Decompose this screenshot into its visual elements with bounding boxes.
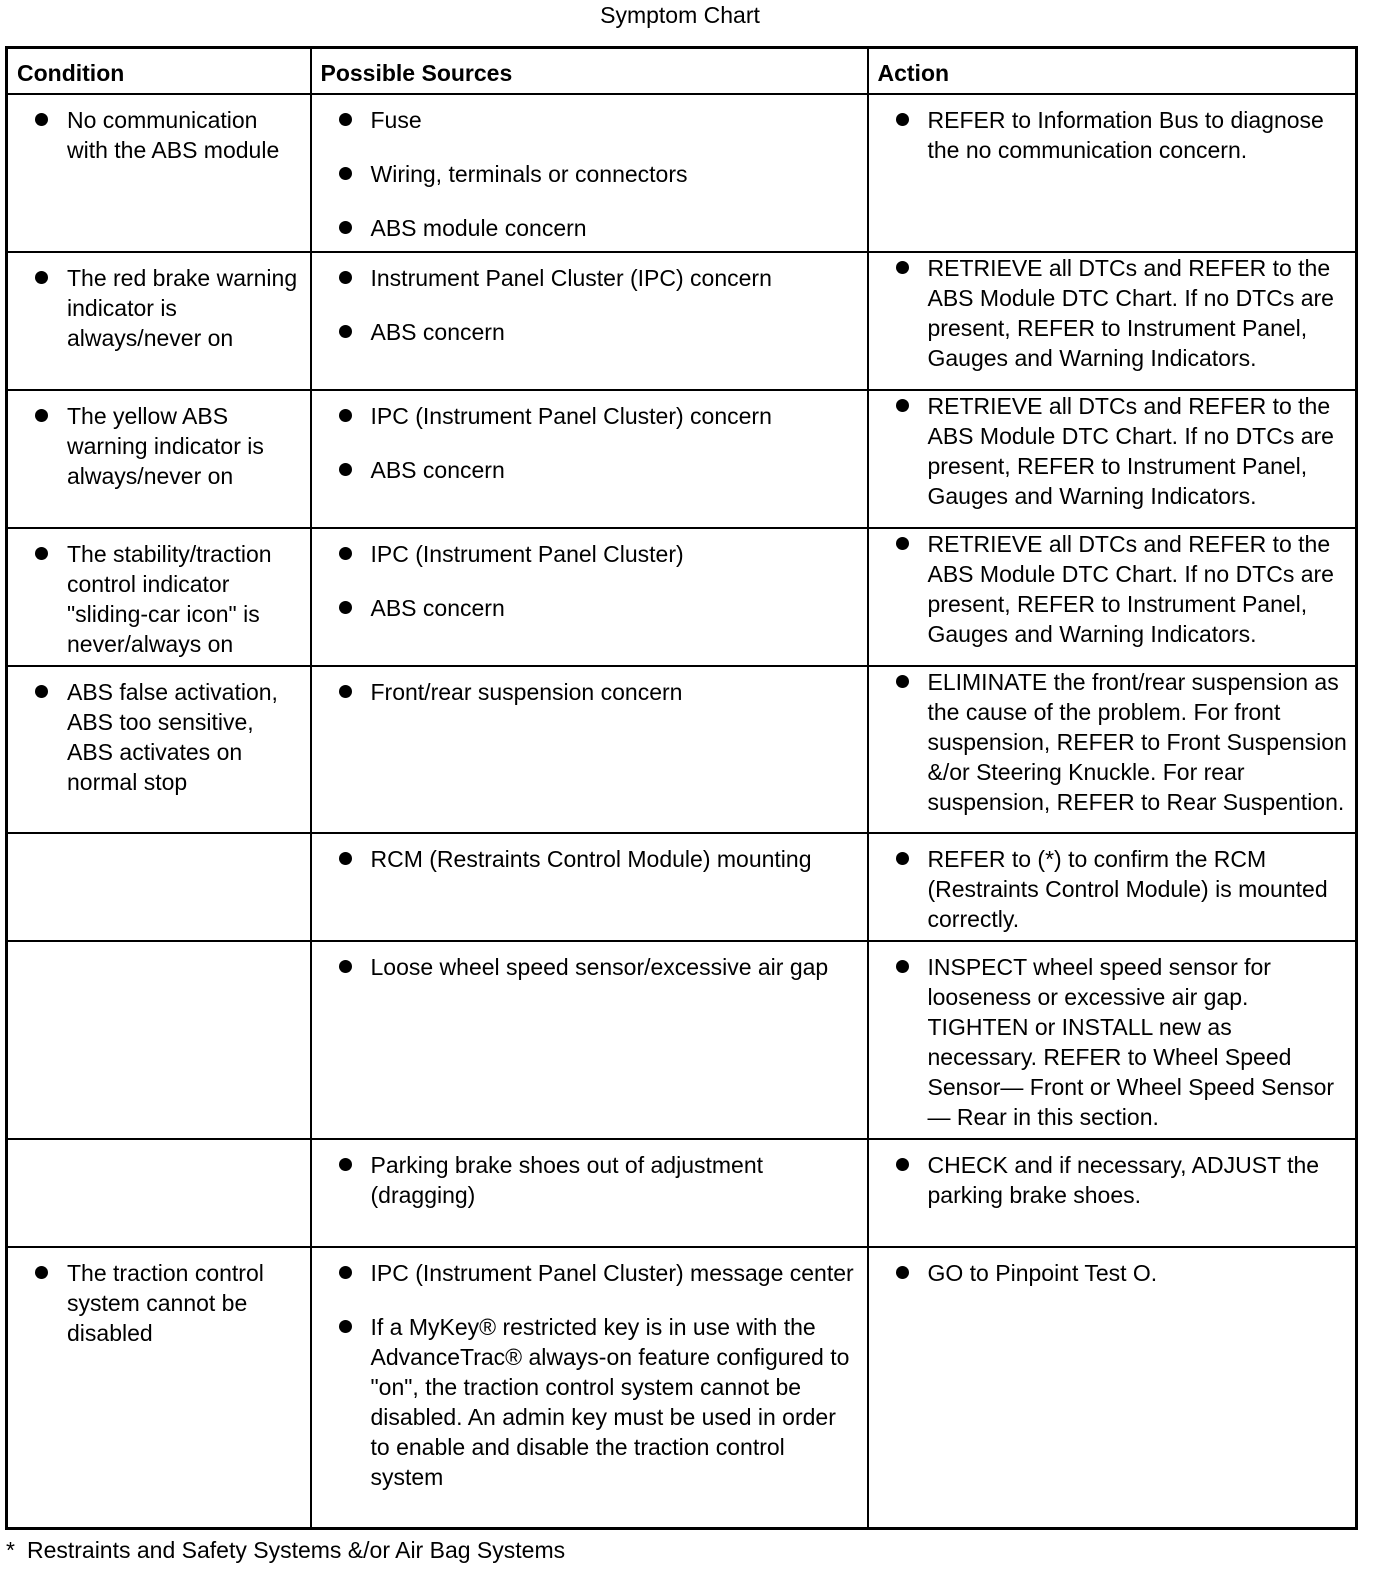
condition-text: The traction control system cannot be disabled bbox=[67, 1259, 264, 1346]
sources-cell bbox=[311, 1139, 868, 1247]
source-text: If a MyKey® restricted key is in use with the AdvanceTrac® always-on feature configured to "on", the traction control system cannot be disabled. An admin key must be used in order to enable and disable the traction control system bbox=[370, 1313, 850, 1490]
condition-cell bbox=[7, 941, 311, 1139]
bullet-icon bbox=[896, 1158, 909, 1171]
bullet-icon bbox=[35, 271, 48, 284]
condition-cell bbox=[7, 1139, 311, 1247]
condition-cell bbox=[7, 1247, 311, 1529]
action-text: RETRIEVE all DTCs and REFER to the ABS Module DTC Chart. If no DTCs are present, REFER to Instrument Panel, Gauges and Warning Indicators. bbox=[927, 530, 1334, 647]
bullet-icon bbox=[35, 113, 48, 126]
bullet-icon bbox=[35, 1266, 48, 1279]
condition-cell bbox=[7, 666, 311, 833]
sources-cell bbox=[311, 666, 868, 833]
action-cell bbox=[868, 941, 1357, 1139]
page-title: Symptom Chart bbox=[600, 2, 760, 28]
table-row bbox=[7, 1247, 1357, 1529]
bullet-icon bbox=[896, 113, 909, 126]
sources-cell bbox=[311, 94, 868, 252]
sources-cell bbox=[311, 833, 868, 941]
action-text: RETRIEVE all DTCs and REFER to the ABS Module DTC Chart. If no DTCs are present, REFER to Instrument Panel, Gauges and Warning Indicators. bbox=[927, 254, 1334, 371]
bullet-icon bbox=[35, 409, 48, 422]
bullet-icon bbox=[896, 960, 909, 973]
header-action: Action bbox=[868, 48, 1357, 94]
list-item bbox=[334, 539, 859, 569]
header-possible-sources: Possible Sources bbox=[311, 48, 868, 94]
condition-cell bbox=[7, 390, 311, 528]
table-row bbox=[7, 94, 1357, 252]
bullet-icon bbox=[896, 675, 909, 688]
table-row bbox=[7, 666, 1357, 833]
table-row bbox=[7, 941, 1357, 1139]
sources-cell bbox=[311, 252, 868, 390]
action-cell bbox=[868, 252, 1357, 390]
list-item bbox=[30, 263, 302, 353]
bullet-icon bbox=[339, 113, 352, 126]
source-text: Instrument Panel Cluster (IPC) concern bbox=[370, 264, 772, 291]
list-item bbox=[334, 593, 859, 623]
list-item bbox=[334, 317, 859, 347]
bullet-icon bbox=[339, 409, 352, 422]
bullet-icon bbox=[896, 399, 909, 412]
source-text: ABS concern bbox=[370, 594, 505, 621]
condition-text: The yellow ABS warning indicator is always/never on bbox=[67, 402, 264, 489]
action-cell bbox=[868, 833, 1357, 941]
action-text: REFER to Information Bus to diagnose the no communication concern. bbox=[927, 106, 1324, 163]
list-item bbox=[334, 1258, 859, 1288]
table-row bbox=[7, 833, 1357, 941]
bullet-icon bbox=[896, 1266, 909, 1279]
list-item bbox=[334, 1312, 859, 1492]
list-item bbox=[891, 1258, 1348, 1288]
bullet-icon bbox=[339, 1320, 352, 1333]
list-item bbox=[334, 455, 859, 485]
source-text: ABS concern bbox=[370, 318, 505, 345]
action-text: CHECK and if necessary, ADJUST the parking brake shoes. bbox=[927, 1151, 1320, 1208]
source-text: Loose wheel speed sensor/excessive air gap bbox=[370, 953, 829, 980]
source-text: ABS concern bbox=[370, 456, 505, 483]
header-condition: Condition bbox=[7, 48, 311, 94]
list-item bbox=[30, 401, 302, 491]
list-item bbox=[334, 677, 859, 707]
bullet-icon bbox=[339, 960, 352, 973]
action-cell bbox=[868, 666, 1357, 833]
source-text: Wiring, terminals or connectors bbox=[370, 160, 688, 187]
list-item bbox=[891, 391, 1348, 511]
action-text: GO to Pinpoint Test O. bbox=[927, 1259, 1158, 1286]
bullet-icon bbox=[339, 1158, 352, 1171]
bullet-icon bbox=[339, 601, 352, 614]
source-text: IPC (Instrument Panel Cluster) concern bbox=[370, 402, 772, 429]
action-cell bbox=[868, 94, 1357, 252]
action-cell bbox=[868, 1247, 1357, 1529]
source-text: IPC (Instrument Panel Cluster) message center bbox=[370, 1259, 854, 1286]
bullet-icon bbox=[339, 221, 352, 234]
bullet-icon bbox=[896, 537, 909, 550]
source-text: Parking brake shoes out of adjustment (dragging) bbox=[370, 1151, 764, 1208]
action-text: RETRIEVE all DTCs and REFER to the ABS Module DTC Chart. If no DTCs are present, REFER to Instrument Panel, Gauges and Warning Indicators. bbox=[927, 392, 1334, 509]
bullet-icon bbox=[35, 547, 48, 560]
footnote-marker: * bbox=[6, 1537, 15, 1563]
condition-text: The stability/traction control indicator "sliding-car icon" is never/always on bbox=[67, 540, 272, 657]
list-item bbox=[30, 1258, 302, 1348]
footnote bbox=[6, 1535, 565, 1565]
bullet-icon bbox=[339, 1266, 352, 1279]
list-item bbox=[891, 1150, 1348, 1210]
condition-text: ABS false activation, ABS too sensitive, ABS activates on normal stop bbox=[67, 678, 278, 795]
condition-text: The red brake warning indicator is always/never on bbox=[67, 264, 298, 351]
condition-cell bbox=[7, 252, 311, 390]
list-item bbox=[334, 844, 859, 874]
bullet-icon bbox=[35, 685, 48, 698]
list-item bbox=[891, 844, 1348, 934]
list-item bbox=[891, 529, 1348, 649]
list-item bbox=[334, 213, 859, 243]
bullet-icon bbox=[896, 852, 909, 865]
list-item bbox=[334, 159, 859, 189]
bullet-icon bbox=[896, 261, 909, 274]
action-cell bbox=[868, 390, 1357, 528]
table-header-row bbox=[7, 48, 1357, 94]
list-item bbox=[334, 1150, 859, 1210]
source-text: Front/rear suspension concern bbox=[370, 678, 683, 705]
list-item bbox=[30, 105, 302, 165]
list-item bbox=[334, 263, 859, 293]
list-item bbox=[30, 677, 302, 797]
list-item bbox=[891, 667, 1348, 817]
bullet-icon bbox=[339, 167, 352, 180]
table-row bbox=[7, 252, 1357, 390]
sources-cell bbox=[311, 941, 868, 1139]
list-item bbox=[334, 401, 859, 431]
list-item bbox=[891, 105, 1348, 165]
action-text: ELIMINATE the front/rear suspension as the cause of the problem. For front suspension, REFER to Front Suspension &/or Steering Knuckle. For rear suspension, REFER to Rear Suspention. bbox=[927, 668, 1347, 815]
bullet-icon bbox=[339, 271, 352, 284]
source-text: Fuse bbox=[370, 106, 422, 133]
table-row bbox=[7, 1139, 1357, 1247]
sources-cell bbox=[311, 390, 868, 528]
source-text: RCM (Restraints Control Module) mounting bbox=[370, 845, 812, 872]
bullet-icon bbox=[339, 852, 352, 865]
condition-cell bbox=[7, 94, 311, 252]
list-item bbox=[891, 952, 1348, 1132]
bullet-icon bbox=[339, 547, 352, 560]
action-cell bbox=[868, 528, 1357, 666]
list-item bbox=[334, 105, 859, 135]
symptom-table bbox=[5, 46, 1358, 1530]
sources-cell bbox=[311, 1247, 868, 1529]
list-item bbox=[891, 253, 1348, 373]
condition-cell bbox=[7, 833, 311, 941]
action-text: INSPECT wheel speed sensor for looseness or excessive air gap. TIGHTEN or INSTALL new as necessary. REFER to Wheel Speed Sensor— Front or Wheel Speed Sensor— Rear in this section. bbox=[927, 953, 1335, 1130]
sources-cell bbox=[311, 528, 868, 666]
footnote-text: Restraints and Safety Systems &/or Air Bag Systems bbox=[26, 1537, 566, 1563]
condition-text: No communication with the ABS module bbox=[67, 106, 280, 163]
source-text: ABS module concern bbox=[370, 214, 587, 241]
source-text: IPC (Instrument Panel Cluster) bbox=[370, 540, 684, 567]
table-row bbox=[7, 390, 1357, 528]
action-cell bbox=[868, 1139, 1357, 1247]
table-row bbox=[7, 528, 1357, 666]
condition-cell bbox=[7, 528, 311, 666]
bullet-icon bbox=[339, 325, 352, 338]
list-item bbox=[334, 952, 859, 982]
bullet-icon bbox=[339, 463, 352, 476]
bullet-icon bbox=[339, 685, 352, 698]
list-item bbox=[30, 539, 302, 659]
action-text: REFER to (*) to confirm the RCM (Restraints Control Module) is mounted correctly. bbox=[927, 845, 1328, 932]
